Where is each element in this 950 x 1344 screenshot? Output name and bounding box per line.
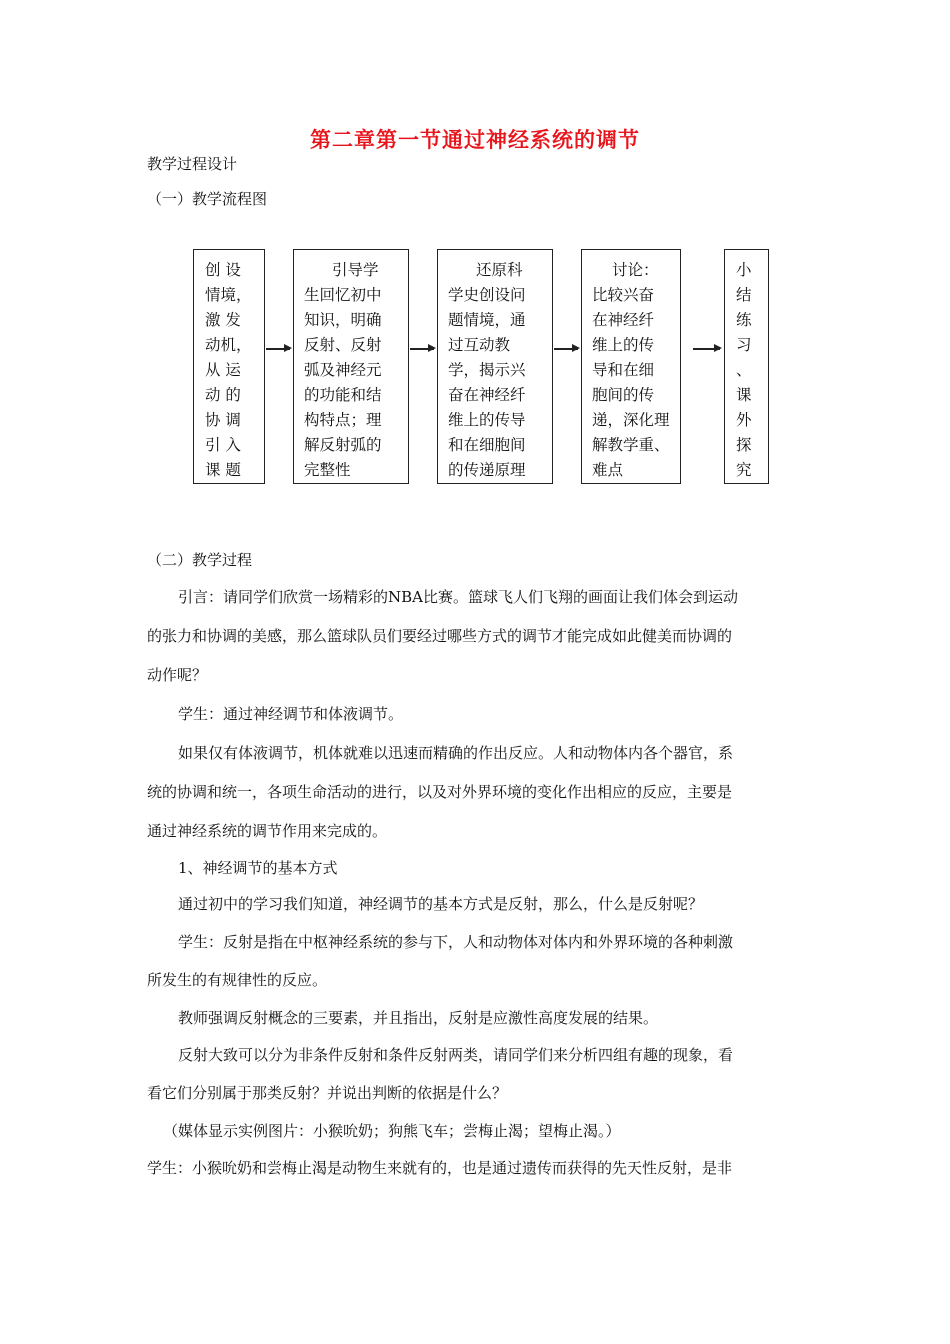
flow-box-4-line: 讨论： [612, 261, 659, 279]
flow-box-1-line: 创 设 [205, 261, 241, 279]
flow-box-1-line: 动 的 [205, 386, 241, 404]
flow-box-3-line: 和在细胞间 [448, 436, 526, 454]
subheading: 1、神经调节的基本方式 [178, 859, 338, 877]
flow-box-2 [293, 249, 409, 484]
page-title: 第二章第一节通过神经系统的调节 [310, 128, 640, 152]
flow-box-2-line: 生回忆初中 [304, 286, 382, 304]
flow-box-5-line: 练 [736, 311, 752, 329]
flow-box-2-line: 解反射弧的 [304, 436, 382, 454]
flow-box-5-line: 究 [736, 461, 752, 479]
paragraph-line: 学生：小猴吮奶和尝梅止渴是动物生来就有的，也是通过遗传而获得的先天性反射，是非 [147, 1159, 733, 1177]
paragraph-line: 引言：请同学们欣赏一场精彩的NBA比赛。篮球飞人们飞翔的画面让我们体会到运动 [178, 588, 738, 606]
flow-box-5-line: 外 [736, 411, 752, 429]
paragraph-line: （媒体显示实例图片：小猴吮奶；狗熊飞车；尝梅止渴；望梅止渴。） [163, 1122, 621, 1140]
flow-box-4-line: 解教学重、 [592, 436, 670, 454]
flow-box-5-line: 结 [736, 286, 752, 304]
flow-box-3-line: 学，揭示兴 [448, 361, 526, 379]
flow-box-4-line: 维上的传 [592, 336, 655, 354]
flow-box-4-line: 难点 [592, 461, 624, 479]
flow-box-3-line: 维上的传导 [448, 411, 526, 429]
flow-box-4-line: 在神经纤 [592, 311, 655, 329]
flow-box-3-line: 过互动教 [448, 336, 511, 354]
flow-box-5-line: 、 [736, 361, 752, 379]
flow-box-3-line: 奋在神经纤 [448, 386, 526, 404]
paragraph-line: 所发生的有规律性的反应。 [147, 971, 328, 989]
flow-box-2-line: 构特点；理 [304, 411, 382, 429]
flow-box-1-line: 引 入 [205, 436, 241, 454]
paragraph-line: 动作呢？ [147, 666, 208, 684]
flow-box-1-line: 激 发 [205, 311, 241, 329]
flow-arrow-4 [693, 348, 720, 350]
flow-box-4-line: 比较兴奋 [592, 286, 655, 304]
flow-box-3-line: 学史创设问 [448, 286, 526, 304]
flow-box-5-line: 探 [736, 436, 752, 454]
flow-box-4-line: 递，深化理 [592, 411, 670, 429]
flow-box-1-line: 情境， [205, 286, 252, 304]
flow-box-1-line: 协 调 [205, 411, 241, 429]
flow-box-5-line: 习 [736, 336, 752, 354]
section-heading-process: （二）教学过程 [147, 551, 253, 569]
flow-box-2-line: 知识，明确 [304, 311, 382, 329]
flow-box-2-line: 弧及神经元 [304, 361, 382, 379]
section-heading-flowchart: （一）教学流程图 [147, 190, 268, 208]
flow-box-3-line: 题情境，通 [448, 311, 526, 329]
paragraph-line: 通过神经系统的调节作用来完成的。 [147, 822, 388, 840]
flow-box-4-line: 导和在细 [592, 361, 655, 379]
flow-box-2-line: 引导学 [332, 261, 379, 279]
flow-box-2-line: 反射、反射 [304, 336, 382, 354]
flow-arrow-1 [266, 348, 290, 350]
paragraph-line: 教师强调反射概念的三要素，并且指出，反射是应激性高度发展的结果。 [178, 1009, 659, 1027]
flow-box-2-line: 完整性 [304, 461, 351, 479]
flow-box-3 [437, 249, 553, 484]
paragraph-line: 的张力和协调的美感，那么篮球队员们要经过哪些方式的调节才能完成如此健美而协调的 [147, 627, 733, 645]
flow-box-1-line: 动机， [205, 336, 252, 354]
flow-box-3-line: 还原科 [476, 261, 523, 279]
flow-arrow-3 [554, 348, 578, 350]
flow-box-3-line: 的传递原理 [448, 461, 526, 479]
flow-box-1-line: 从 运 [205, 361, 241, 379]
subtitle: 教学过程设计 [147, 155, 238, 173]
paragraph-line: 如果仅有体液调节，机体就难以迅速而精确的作出反应。人和动物体内各个器官，系 [178, 744, 734, 762]
paragraph-line: 通过初中的学习我们知道，神经调节的基本方式是反射，那么，什么是反射呢？ [178, 895, 704, 913]
flow-box-4-line: 胞间的传 [592, 386, 655, 404]
flow-box-5-line: 小 [736, 261, 752, 279]
paragraph-line: 看它们分别属于那类反射？并说出判断的依据是什么？ [147, 1084, 508, 1102]
flow-box-5-line: 课 [736, 386, 752, 404]
flow-box-5 [724, 249, 769, 484]
flow-box-4 [581, 249, 681, 484]
flow-box-2-line: 的功能和结 [304, 386, 382, 404]
paragraph-line: 学生：反射是指在中枢神经系统的参与下，人和动物体对体内和外界环境的各种刺激 [178, 933, 734, 951]
paragraph-line: 学生：通过神经调节和体液调节。 [178, 705, 404, 723]
flow-box-1 [193, 249, 265, 484]
paragraph-line: 统的协调和统一，各项生命活动的进行，以及对外界环境的变化作出相应的反应，主要是 [147, 783, 733, 801]
flow-arrow-2 [410, 348, 434, 350]
paragraph-line: 反射大致可以分为非条件反射和条件反射两类，请同学们来分析四组有趣的现象，看 [178, 1046, 734, 1064]
flow-box-1-line: 课 题 [205, 461, 241, 479]
